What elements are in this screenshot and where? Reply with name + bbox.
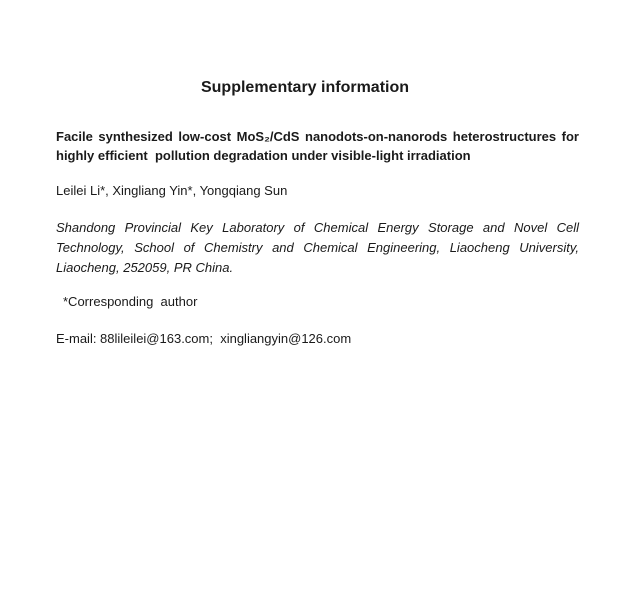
text-line: Technology, School of Chemistry and Chemical Engineering, Liaocheng University, bbox=[56, 240, 579, 255]
page-title: Supplementary information bbox=[200, 79, 410, 96]
affiliation bbox=[56, 218, 579, 278]
corresponding-author-note: *Corresponding author bbox=[63, 294, 198, 309]
text-line: Liaocheng, 252059, PR China. bbox=[56, 260, 234, 275]
authors-line: Leilei Li*, Xingliang Yin*, Yongqiang Sun bbox=[56, 183, 288, 198]
paper-title bbox=[56, 127, 579, 165]
email-line: E-mail: 88lileilei@163.com; xingliangyin@126.com bbox=[56, 331, 352, 346]
text-line: Shandong Provincial Key Laboratory of Chemical Energy Storage and Novel Cell bbox=[56, 220, 579, 235]
text-line: highly efficient pollution degradation under visible-light irradiation bbox=[56, 148, 471, 163]
text-line: Facile synthesized low-cost MoS₂/CdS nanodots-on-nanorods heterostructures for bbox=[56, 129, 579, 144]
